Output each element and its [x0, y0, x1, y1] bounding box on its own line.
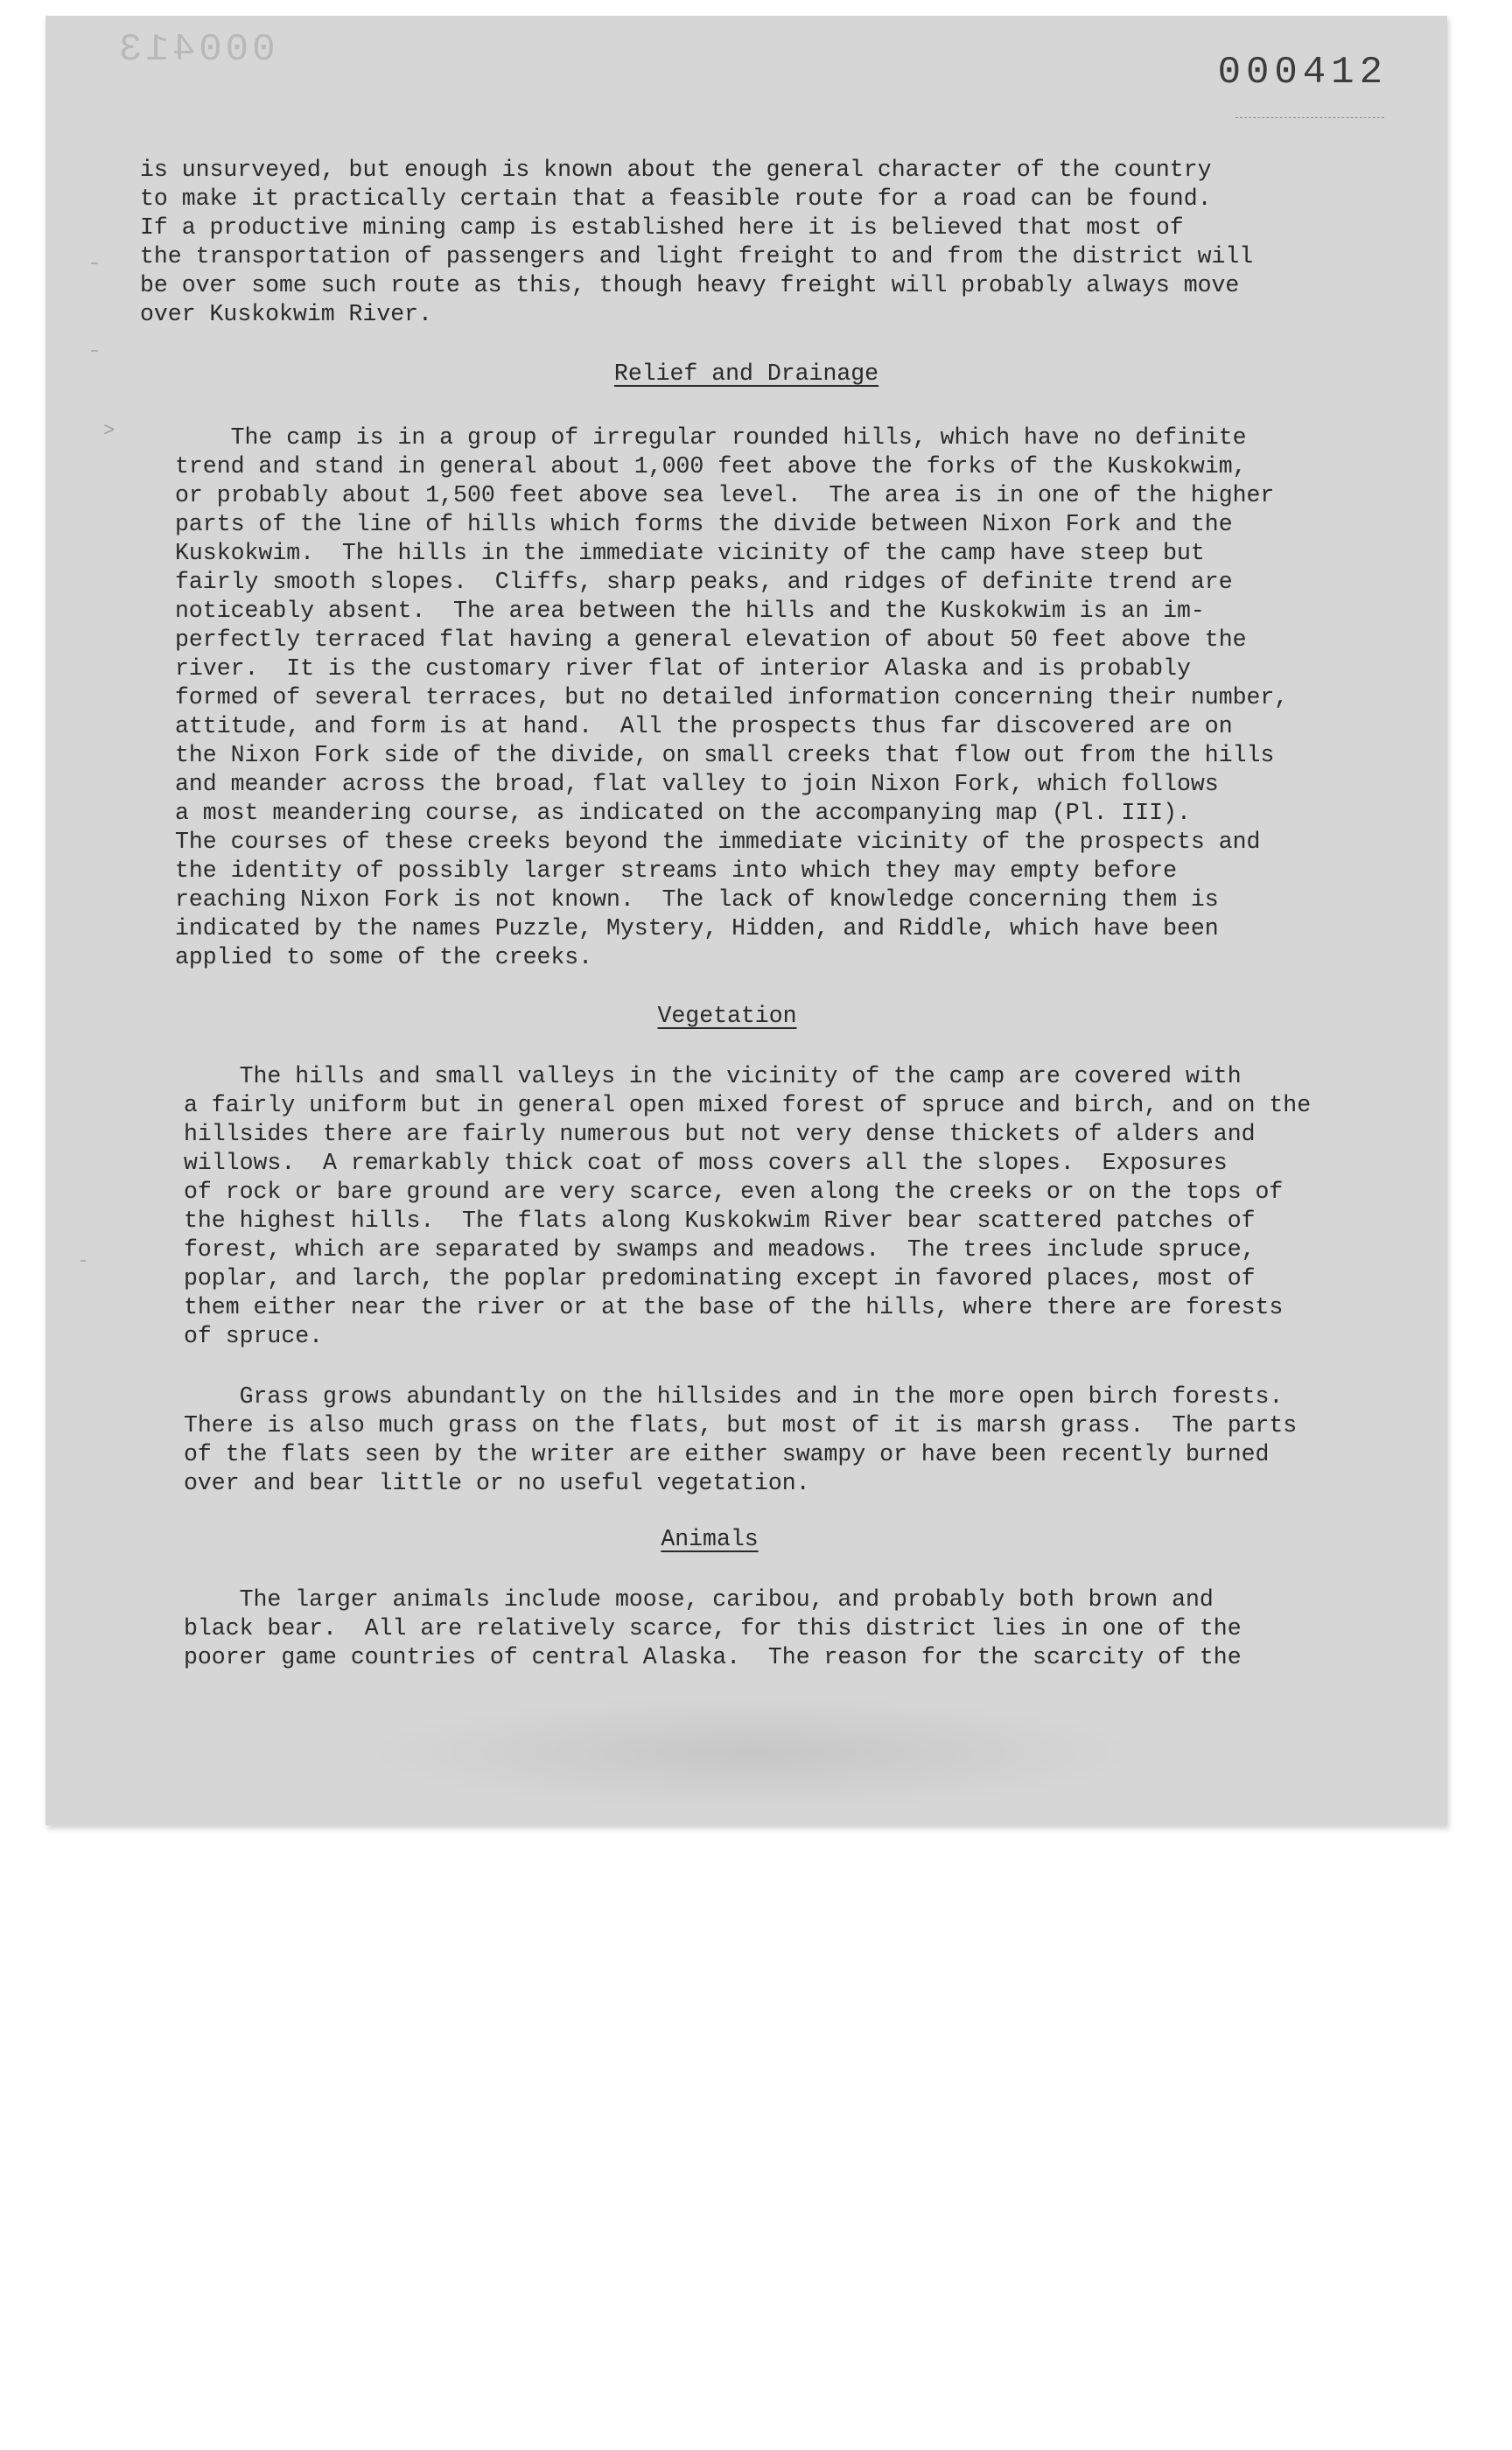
margin-chevron-mark: > — [103, 420, 116, 442]
bleed-through-smudge — [360, 1696, 1148, 1810]
margin-tick-mark — [80, 1260, 86, 1262]
paragraph-vegetation-1: The hills and small valleys in the vicinity of the camp are covered with a fairly uniform but in general open mixed forest of spruce and birch, and on the hillsides there are fairly numerous but not very dense thickets of alders and willows. A remarkably thick coat of moss covers all the slopes. Exposures of rock or bare ground are very scarce, even along the creeks or on the tops of the highest hills. The flats along Kuskokwim River bear scattered patches of forest, which are separated by swamps and meadows. The trees include spruce, poplar, and larch, the poplar predominating except in favored places, most of them either near the river or at the base of the hills, where there are forests of spruce. — [184, 1063, 1312, 1349]
heading-animals: Animals — [661, 1526, 759, 1552]
margin-tick-mark — [91, 262, 98, 264]
paragraph-relief-and-drainage: The camp is in a group of irregular rounded hills, which have no definite trend and stand in general about 1,000 feet above the forks of the Kuskokwim, or probably about 1,500 feet above sea level. The area is in one of the higher parts of the line of hills which forms the divide between Nixon Fork and the Kuskokwim. The hills in the immediate vicinity of the camp have steep but fairly smooth slopes. Cliffs, sharp peaks, and ridges of definite trend are noticeably absent. The area between the hills and the Kuskokwim is an im- perfectly terraced flat having a general elevation of about 50 feet above the river. It is the customary river flat of interior Alaska and is probably formed of several terraces, but no detailed information concerning their number, attitude, and form is at hand. All the prospects thus far discovered are on the Nixon Fork side of the divide, on small creeks that flow out from the hills and meander across the broad, flat valley to join Nixon Fork, which follows a most meandering course, as indicated on the accompanying map (Pl. III). The courses of these creeks beyond the immediate vicinity of the prospects and the identity of possibly larger streams into which they may empty before reaching Nixon Fork is not known. The lack of knowledge concerning them is indicated by the names Puzzle, Mystery, Hidden, and Riddle, which have been applied to some of the creeks. — [175, 424, 1289, 970]
paragraph-intro: is unsurveyed, but enough is known about the general character of the country to make it practically certain that a feasible route for a road can be found. If a productive mining camp is established here it is believed that most of the transportation of passengers and light freight to and from the district will be over some such route as this, though heavy freight will probably always move over Kuskokwim River. — [140, 157, 1254, 327]
heading-vegetation: Vegetation — [657, 1003, 797, 1029]
mirrored-page-stamp: 000413 — [116, 28, 276, 72]
heading-relief-and-drainage: Relief and Drainage — [613, 360, 879, 387]
paragraph-vegetation-2: Grass grows abundantly on the hillsides and in the more open birch forests. There is also much grass on the flats, but most of it is marsh grass. The parts of the flats seen by the writer are either swampy or have been recently burned over and bear little or no useful vegetation. — [184, 1383, 1298, 1496]
paragraph-animals: The larger animals include moose, caribou, and probably both brown and black bear. All are relatively scarce, for this district lies in one of the poorer game countries of central Alaska. The reason for the scarcity of the — [184, 1586, 1242, 1670]
margin-tick-mark — [91, 350, 98, 352]
page-number-stamp: 000412 — [1217, 51, 1388, 94]
stamp-underline — [1236, 117, 1384, 119]
